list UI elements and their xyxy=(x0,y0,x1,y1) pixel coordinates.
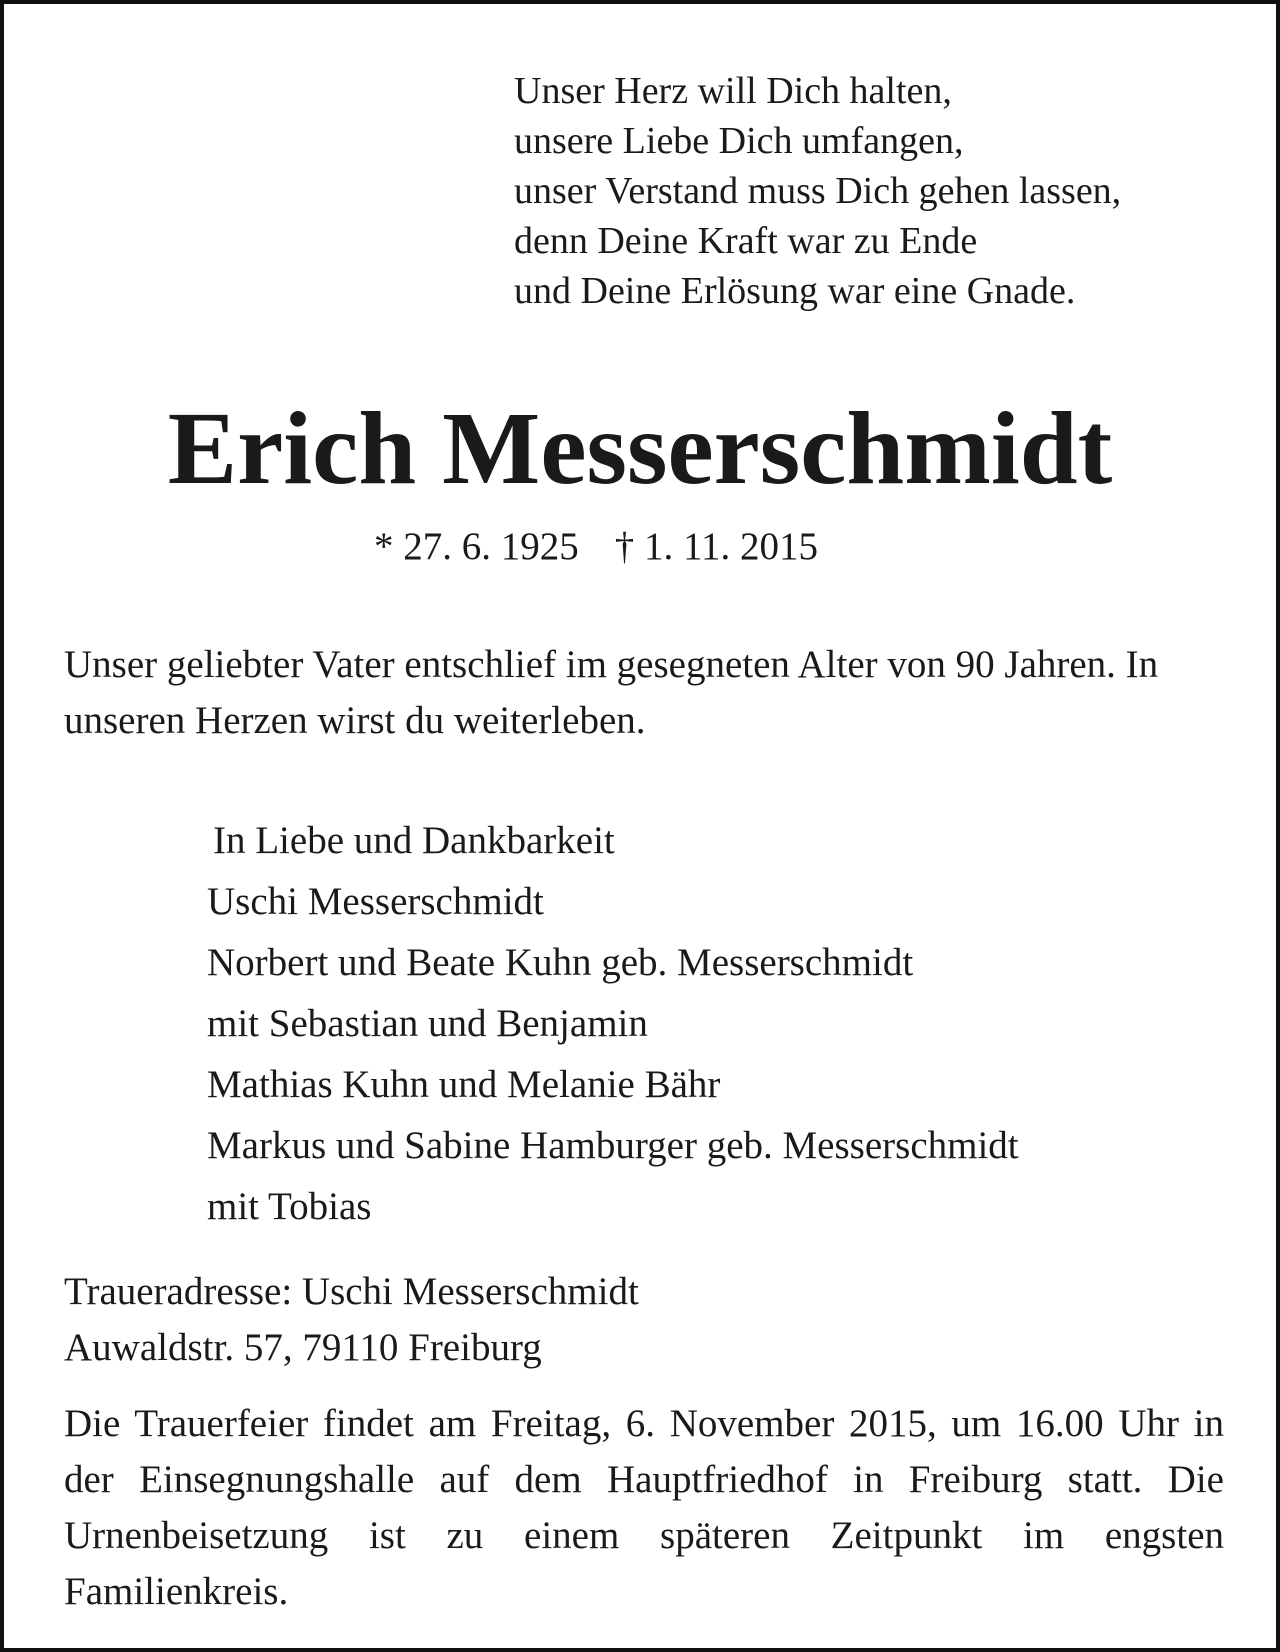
ceremony-info: Die Trauerfeier findet am Freitag, 6. November 2015, um 16.00 Uhr in der Einsegnungshalle auf dem Hauptfriedhof in Freiburg statt. Die Urnenbeisetzung ist zu einem späteren Zeitpunkt im engsten Familienkreis. xyxy=(64,1402,1224,1613)
poem-line: unsere Liebe Dich umfangen, xyxy=(514,120,964,162)
mourning-address xyxy=(64,1264,639,1376)
poem-line: Unser Herz will Dich halten, xyxy=(514,70,952,112)
signer: Norbert und Beate Kuhn geb. Messerschmidt xyxy=(207,941,914,984)
closing-phrase: In Liebe und Dankbarkeit xyxy=(213,819,615,862)
signer: Uschi Messerschmidt xyxy=(207,880,544,923)
address-line: Auwaldstr. 57, 79110 Freiburg xyxy=(64,1326,542,1369)
intro-text: Unser geliebter Vater entschlief im gesegneten Alter von 90 Jahren. In unseren Herzen wirst du weiterleben. xyxy=(64,643,1159,742)
birth-date: * 27. 6. 1925 xyxy=(374,525,579,568)
signers-list xyxy=(207,810,1019,1237)
deceased-name: Erich Messerschmidt xyxy=(167,391,1113,506)
poem-line: denn Deine Kraft war zu Ende xyxy=(514,220,978,262)
life-dates xyxy=(374,522,818,572)
memorial-poem xyxy=(514,66,1121,316)
address-line: Traueradresse: Uschi Messerschmidt xyxy=(64,1270,639,1313)
signer: Mathias Kuhn und Melanie Bähr xyxy=(207,1063,721,1106)
poem-line: unser Verstand muss Dich gehen lassen, xyxy=(514,170,1122,212)
signer: mit Sebastian und Benjamin xyxy=(207,1002,648,1045)
poem-line: und Deine Erlösung war eine Gnade. xyxy=(514,270,1076,312)
signer: mit Tobias xyxy=(207,1185,372,1228)
death-date: † 1. 11. 2015 xyxy=(614,525,819,568)
signer: Markus und Sabine Hamburger geb. Messerschmidt xyxy=(207,1124,1019,1167)
